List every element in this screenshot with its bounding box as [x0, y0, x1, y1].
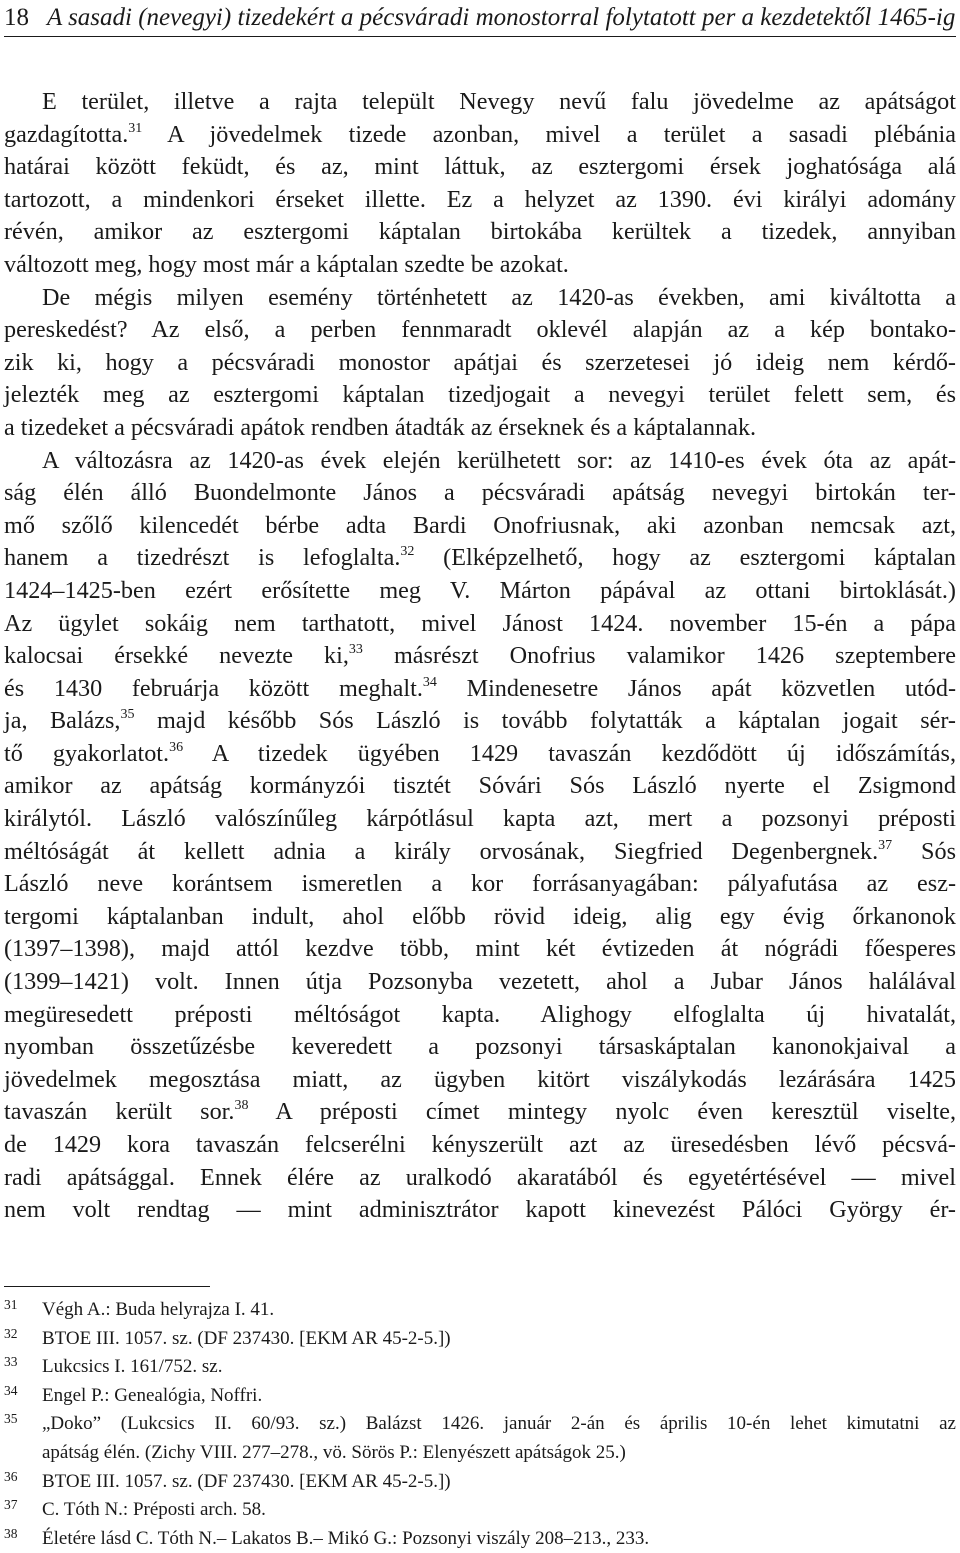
footnote-item — [4, 1353, 956, 1382]
line-text: változott meg, hogy most már a káptalan szedte be azokat. — [4, 250, 569, 278]
line-text: határai között feküdt, és az, mint láttuk, az esztergomi érsek joghatósága alá — [4, 153, 956, 181]
text-line — [4, 966, 956, 999]
text-line — [4, 216, 956, 249]
text-line — [4, 510, 956, 543]
text-line — [4, 770, 956, 803]
footnote-reference[interactable]: 33 — [348, 642, 363, 658]
footnote-reference[interactable]: 37 — [878, 837, 893, 853]
text-line — [4, 347, 956, 380]
text-line — [4, 477, 956, 510]
line-text: tergomi káptalanban indult, ahol előbb rövid ideig, alig egy évig őrkanonok — [4, 902, 956, 930]
line-text: De mégis milyen esemény történhetett az 1420-as években, ami kiváltotta a — [42, 283, 956, 311]
line-text: 1424–1425-ben ezért erősítette meg V. Márton pápával az ottani birtoklását.) — [4, 576, 956, 604]
footnote-reference[interactable]: 36 — [169, 739, 184, 755]
body-text — [4, 86, 956, 1227]
text-line — [4, 314, 956, 347]
line-text-continued: Mindenesetre János apát közvetlen utód- — [436, 674, 957, 702]
line-text: tő gyakorlatot. — [4, 739, 170, 767]
footnote-number: 34 — [4, 1382, 18, 1398]
line-text: a tizedeket a pécsváradi apátok rendben átadták az érseknek és a káptalannak. — [4, 413, 757, 441]
text-line — [4, 542, 956, 575]
text-line — [4, 933, 956, 966]
line-text: ja, Balázs, — [4, 707, 121, 735]
footnote-reference[interactable]: 31 — [128, 120, 143, 136]
footnote-line: C. Tóth N.: Préposti arch. 58. — [42, 1499, 266, 1521]
line-text: nyomban összetűzésbe keveredett a pozsonyi társaskáptalan kanonokjaival a — [4, 1033, 956, 1061]
line-text: zik ki, hogy a pécsváradi monostor apátjai és szerzetesei jó ideig nem kérdő- — [4, 348, 956, 376]
line-text: jelezték meg az esztergomi káptalan tizedjogait a nevegyi terület felett sem, és — [4, 381, 956, 409]
line-text: amikor az apátság kormányzói tisztét Sóvári Sós László nyerte el Zsigmond — [4, 772, 956, 800]
line-text: királytól. László valószínűleg kárpótlásul kapta azt, mert a pozsonyi préposti — [4, 805, 956, 833]
line-text: Az ügylet sokáig nem tarthatott, mivel Jánost 1424. november 15-én a pápa — [4, 609, 956, 637]
text-line — [4, 1064, 956, 1097]
line-text: gazdagította. — [4, 120, 129, 148]
footnote-text — [42, 1382, 956, 1411]
text-line — [4, 575, 956, 608]
footnote-line: Életére lásd C. Tóth N.– Lakatos B.– Mikó G.: Pozsonyi viszály 208–213., 233. — [42, 1527, 650, 1549]
footnote-item — [4, 1468, 956, 1497]
line-text-continued: Sós — [892, 837, 956, 865]
text-line — [4, 1129, 956, 1162]
line-text-continued: másrészt Onofrius valamikor 1426 szeptembere — [362, 642, 956, 670]
footnote-number: 37 — [4, 1497, 18, 1513]
text-line — [4, 249, 956, 282]
text-line — [4, 738, 956, 771]
text-line — [4, 705, 956, 738]
line-text: ság élén álló Buondelmonte János a pécsváradi apátság nevegyi birtokán ter- — [4, 479, 956, 507]
text-line — [4, 379, 956, 412]
line-text: megüresedett préposti méltóságot kapta. Alighogy elfoglalta új hivatalát, — [4, 1000, 956, 1028]
line-text: A változásra az 1420-as évek elején kerülhetett sor: az 1410-es évek óta az apát- — [42, 446, 956, 474]
footnote-line: „Doko” (Lukcsics II. 60/93. sz.) Balázst 1426. január 2-án és április 10-én lehet kimutatni az — [42, 1413, 956, 1435]
footnote-line: Végh A.: Buda helyrajza I. 41. — [42, 1299, 275, 1320]
running-header — [4, 0, 956, 37]
line-text: tartozott, a mindenkori érseket illette. Ez a helyzet az 1390. évi királyi adomány — [4, 185, 956, 213]
text-line — [4, 803, 956, 836]
footnote-number: 38 — [4, 1525, 18, 1541]
text-line — [4, 412, 956, 445]
footnote-number: 36 — [4, 1468, 18, 1484]
page-number: 18 — [4, 4, 29, 31]
text-line — [4, 282, 956, 315]
footnote-text — [42, 1410, 956, 1467]
footnote-text — [42, 1353, 956, 1382]
footnote-line: Engel P.: Genealógia, Noffri. — [42, 1384, 263, 1406]
text-line — [4, 445, 956, 478]
line-text: pereskedést? Az első, a perben fennmaradt oklevél alapján az a kép bontako- — [4, 316, 956, 344]
footnote-number: 31 — [4, 1297, 18, 1312]
line-text-continued: A tizedek ügyében 1429 tavaszán kezdődött új időszámítás, — [183, 739, 956, 767]
footnote-reference[interactable]: 38 — [234, 1098, 249, 1114]
line-text: mő szőlő kilencedét bérbe adta Bardi Onofriusnak, aki azonban nemcsak azt, — [4, 511, 956, 539]
text-line — [4, 184, 956, 217]
line-text-continued: (Elképzelhető, hogy az esztergomi káptalan — [414, 544, 956, 572]
footnote-text — [42, 1296, 956, 1325]
line-text: radi apátsággal. Ennek élére az uralkodó akaratából és egyetértésével — mivel — [4, 1163, 956, 1191]
line-text: (1397–1398), majd attól kezdve több, mint két évtizeden át nógrádi főesperes — [4, 935, 956, 963]
text-line — [4, 999, 956, 1032]
footnote-line: Lukcsics I. 161/752. sz. — [42, 1356, 223, 1378]
footnotes — [4, 1296, 956, 1553]
footnote-line: BTOE III. 1057. sz. (DF 237430. [EKM AR 45-2-5.]) — [42, 1327, 451, 1349]
line-text: nem volt rendtag — mint adminisztrátor kapott kinevezést Pálóci György ér- — [4, 1196, 956, 1224]
line-text-continued: A jövedelmek tizede azonban, mivel a terület a sasadi plébánia — [142, 120, 956, 148]
footnote-item — [4, 1382, 956, 1411]
footnote-reference[interactable]: 32 — [400, 544, 415, 560]
text-line — [4, 640, 956, 673]
footnote-number: 32 — [4, 1325, 18, 1341]
text-line — [4, 1096, 956, 1129]
footnote-text — [42, 1325, 956, 1354]
line-text: és 1430 februárja között meghalt. — [4, 674, 423, 702]
text-line — [4, 608, 956, 641]
text-line — [4, 1194, 956, 1227]
footnote-item — [4, 1296, 956, 1325]
footnote-line: BTOE III. 1057. sz. (DF 237430. [EKM AR 45-2-5.]) — [42, 1470, 451, 1492]
line-text: kalocsai érsekké nevezte ki, — [4, 642, 349, 670]
footnote-separator — [4, 1286, 210, 1287]
footnote-number: 33 — [4, 1354, 18, 1370]
line-text: de 1429 kora tavaszán felcserélni kényszerült azt az üresedésben lévő pécsvá- — [4, 1131, 956, 1158]
line-text: (1399–1421) volt. Innen útja Pozsonyba vezetett, ahol a Jubar János halálával — [4, 968, 956, 996]
text-line — [4, 119, 956, 152]
footnote-item — [4, 1410, 956, 1467]
line-text: méltóságát át kellett adnia a király orvosának, Siegfried Degenbergnek. — [4, 837, 879, 865]
line-text: László neve korántsem ismeretlen a kor forrásanyagában: pályafutása az esz- — [4, 870, 956, 898]
line-text: jövedelmek megosztása miatt, az ügyben kitört viszálykodás lezárására 1425 — [4, 1065, 956, 1093]
footnote-reference[interactable]: 34 — [422, 674, 437, 690]
footnote-number: 35 — [4, 1411, 18, 1427]
text-line — [4, 673, 956, 706]
footnote-text — [42, 1496, 956, 1525]
line-text: tavaszán került sor. — [4, 1098, 235, 1126]
text-line — [4, 1031, 956, 1064]
text-line — [4, 86, 956, 119]
footnote-reference[interactable]: 35 — [120, 707, 135, 723]
text-line — [4, 151, 956, 184]
text-line — [4, 901, 956, 934]
text-line — [4, 868, 956, 901]
line-text: E terület, illetve a rajta települt Nevegy nevű falu jövedelme az apátságot — [42, 88, 956, 115]
footnote-item — [4, 1496, 956, 1525]
text-line — [4, 1162, 956, 1195]
line-text: révén, amikor az esztergomi káptalan birtokába kerültek a tizedek, annyiban — [4, 218, 956, 246]
running-title: A sasadi (nevegyi) tizedekért a pécsváradi monostorral folytatott per a kezdetektől 1465-ig — [47, 4, 956, 31]
text-line — [4, 836, 956, 869]
footnote-text — [42, 1468, 956, 1497]
line-text-continued: A préposti címet mintegy nyolc éven keresztül viselte, — [248, 1098, 956, 1126]
line-text: hanem a tizedrészt is lefoglalta. — [4, 544, 401, 572]
line-text-continued: majd később Sós László is tovább folytatták a káptalan jogait sér- — [134, 707, 956, 735]
footnote-item — [4, 1325, 956, 1354]
footnote-line: apátság élén. (Zichy VIII. 277–278., vö. Sörös P.: Elenyészett apátságok 25.) — [42, 1441, 626, 1463]
